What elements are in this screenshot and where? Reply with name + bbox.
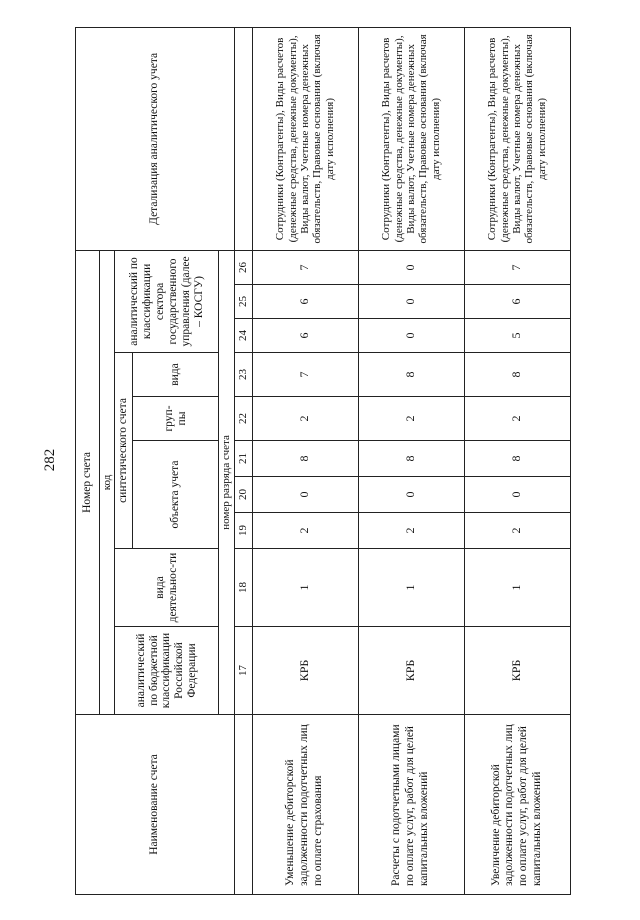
header-code: код: [100, 250, 115, 714]
cell-c19: 2: [358, 513, 464, 549]
account-table-sheet: [75, 28, 567, 895]
account-detail: Сотрудники (Контрагенты), Виды расчетов (денежные средства, денежные документы), Виды валют, Учетные номера денежных обязательств, Правовые основания (включая дату исполнения): [358, 27, 464, 250]
cell-c22: 2: [358, 397, 464, 441]
cell-c22: 2: [464, 397, 570, 441]
cell-c25: 0: [358, 285, 464, 319]
cell-c24: 6: [252, 319, 358, 353]
header-name-column: Наименование счета: [76, 715, 235, 895]
cell-c18: 1: [464, 549, 570, 627]
account-name: [358, 715, 464, 895]
cell-c21: 8: [464, 441, 570, 477]
header-synthetic: синтетического счета: [115, 353, 133, 549]
cell-c23: 8: [358, 353, 464, 397]
header-account-number: Номер счета: [76, 250, 100, 714]
col-number-22: 22: [234, 397, 252, 441]
account-detail: Сотрудники (Контрагенты), Виды расчетов (денежные средства, денежные документы), Виды валют, Учетные номера денежных обязательств, Правовые основания (включая дату исполнения): [464, 27, 570, 250]
col-number-24: 24: [234, 319, 252, 353]
cell-c22: 2: [252, 397, 358, 441]
cell-c21: 8: [358, 441, 464, 477]
cell-c24: 5: [464, 319, 570, 353]
table-row: [464, 27, 570, 894]
col-number-20: 20: [234, 477, 252, 513]
header-activity-type: вида деятельнос-ти: [115, 549, 219, 627]
header-analytic-kosgu: аналитический по классификации сектора государственного управления (далее – КОСГУ): [115, 250, 219, 352]
header-digit-number: номер разряда счета: [219, 250, 234, 714]
cell-c17: КРБ: [358, 627, 464, 715]
header-detail-column: Детализация аналитического учета: [76, 27, 235, 250]
col-number-19: 19: [234, 513, 252, 549]
cell-c17: КРБ: [464, 627, 570, 715]
account-name-text: Расчеты с подотчетными лицами по оплате услуг, работ для целей капитальных вложений: [390, 724, 431, 886]
table-row: [358, 27, 464, 894]
cell-c25: 6: [252, 285, 358, 319]
header-object: объекта учета: [133, 441, 219, 549]
table-row: [252, 27, 358, 894]
col-number-17: 17: [234, 627, 252, 715]
account-detail: Сотрудники (Контрагенты), Виды расчетов (денежные средства, денежные документы), Виды валют, Учетные номера денежных обязательств, Правовые основания (включая дату исполнения): [252, 27, 358, 250]
cell-c19: 2: [464, 513, 570, 549]
cell-c26: 7: [252, 250, 358, 284]
account-name: [464, 715, 570, 895]
cell-c18: 1: [358, 549, 464, 627]
col-number-26: 26: [234, 250, 252, 284]
col-number-21: 21: [234, 441, 252, 477]
account-table: [75, 27, 571, 895]
cell-c23: 8: [464, 353, 570, 397]
header-group: груп-пы: [133, 397, 219, 441]
header-analytic-bk: аналитический по бюджетной классификации Российской Федерации: [115, 627, 219, 715]
page-number: 282: [42, 448, 58, 472]
cell-c26: 0: [358, 250, 464, 284]
cell-c25: 6: [464, 285, 570, 319]
header-kind: вида: [133, 353, 219, 397]
account-name-text: Уменьшение дебиторской задолженности подотчетных лиц по оплате страхования: [284, 724, 325, 886]
account-name-text: Увеличение дебиторской задолженности подотчетных лиц по оплате услуг, работ для целей капитальных вложений: [489, 724, 543, 886]
col-number-18: 18: [234, 549, 252, 627]
header-detail-number-cell: [234, 27, 252, 250]
cell-c18: 1: [252, 549, 358, 627]
header-number-cell: [234, 715, 252, 895]
cell-c24: 0: [358, 319, 464, 353]
cell-c19: 2: [252, 513, 358, 549]
cell-c21: 8: [252, 441, 358, 477]
cell-c26: 7: [464, 250, 570, 284]
col-number-23: 23: [234, 353, 252, 397]
cell-c20: 0: [358, 477, 464, 513]
cell-c23: 7: [252, 353, 358, 397]
account-name: [252, 715, 358, 895]
col-number-25: 25: [234, 285, 252, 319]
cell-c20: 0: [252, 477, 358, 513]
cell-c20: 0: [464, 477, 570, 513]
cell-c17: КРБ: [252, 627, 358, 715]
